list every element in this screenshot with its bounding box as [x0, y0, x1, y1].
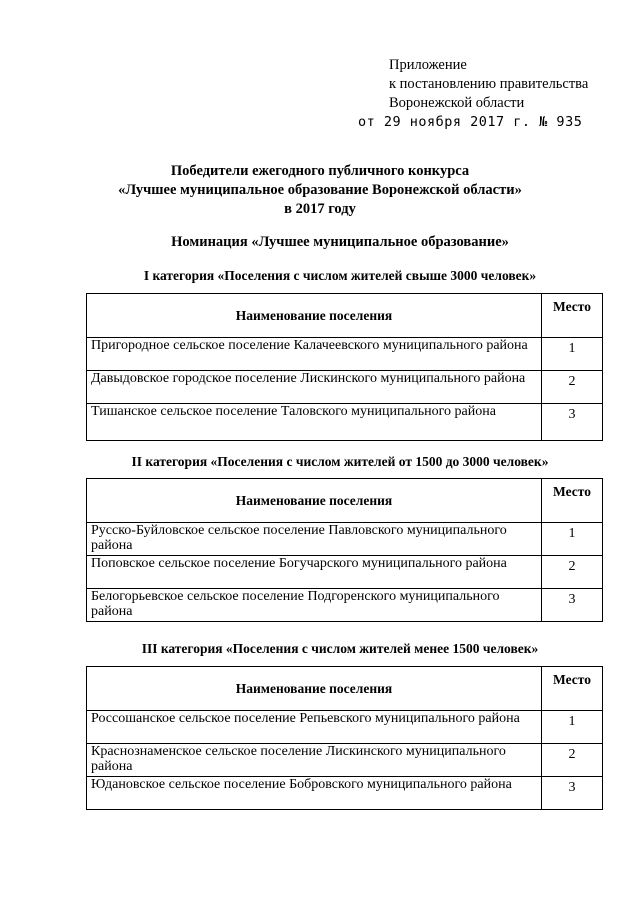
table-row [87, 589, 603, 622]
table-row [87, 711, 603, 744]
settlement-name: Пригородное сельское поселение Калачеевского муниципального района [87, 338, 542, 371]
settlement-place: 3 [542, 589, 603, 622]
settlement-place: 1 [542, 523, 603, 556]
settlement-name: Тишанское сельское поселение Таловского муниципального района [87, 404, 542, 441]
column-header-name: Наименование поселения [87, 294, 542, 338]
table-row [87, 371, 603, 404]
column-header-place: Место [542, 479, 603, 523]
table-row [87, 556, 603, 589]
settlement-name: Юдановское сельское поселение Бобровского муниципального района [87, 777, 542, 810]
table-row [87, 744, 603, 777]
table-header-row [87, 667, 603, 711]
results-table [86, 478, 603, 622]
settlement-name: Краснознаменское сельское поселение Лискинского муниципального района [87, 744, 542, 777]
title-line: в 2017 году [284, 201, 356, 217]
settlement-name: Поповское сельское поселение Богучарского муниципального района [87, 556, 542, 589]
settlement-place: 1 [542, 711, 603, 744]
title-line: «Лучшее муниципальное образование Воронежской области» [118, 182, 522, 198]
table-header-row [87, 479, 603, 523]
settlement-name: Давыдовское городское поселение Лискинского муниципального района [87, 371, 542, 404]
column-header-name: Наименование поселения [87, 479, 542, 523]
settlement-place: 3 [542, 777, 603, 810]
category-heading: II категория «Поселения с числом жителей от 1500 до 3000 человек» [131, 454, 549, 469]
settlement-place: 1 [542, 338, 603, 371]
table-row [87, 338, 603, 371]
table-row [87, 404, 603, 441]
settlement-place: 3 [542, 404, 603, 441]
appendix-block [389, 56, 588, 113]
settlement-place: 2 [542, 556, 603, 589]
table-row [87, 777, 603, 810]
appendix-line: к постановлению правительства [389, 76, 589, 92]
results-table [86, 666, 603, 810]
appendix-line: Воронежской области [389, 95, 525, 111]
column-header-place: Место [542, 294, 603, 338]
resolution-date-stamp: от 29 ноября 2017 г. № 935 [358, 114, 583, 130]
settlement-name: Русско-Буйловское сельское поселение Павловского муниципального района [87, 523, 542, 556]
column-header-place: Место [542, 667, 603, 711]
settlement-name: Россошанское сельское поселение Репьевского муниципального района [87, 711, 542, 744]
table-header-row [87, 294, 603, 338]
results-table [86, 293, 603, 441]
document-title [0, 162, 640, 219]
settlement-name: Белогорьевское сельское поселение Подгоренского муниципального района [87, 589, 542, 622]
nomination-heading: Номинация «Лучшее муниципальное образование» [171, 234, 509, 250]
settlement-place: 2 [542, 744, 603, 777]
category-heading: III категория «Поселения с числом жителей менее 1500 человек» [141, 641, 539, 656]
settlement-place: 2 [542, 371, 603, 404]
appendix-line: Приложение [389, 57, 467, 73]
category-heading: I категория «Поселения с числом жителей свыше 3000 человек» [143, 268, 537, 283]
title-line: Победители ежегодного публичного конкурса [170, 163, 470, 179]
column-header-name: Наименование поселения [87, 667, 542, 711]
table-row [87, 523, 603, 556]
